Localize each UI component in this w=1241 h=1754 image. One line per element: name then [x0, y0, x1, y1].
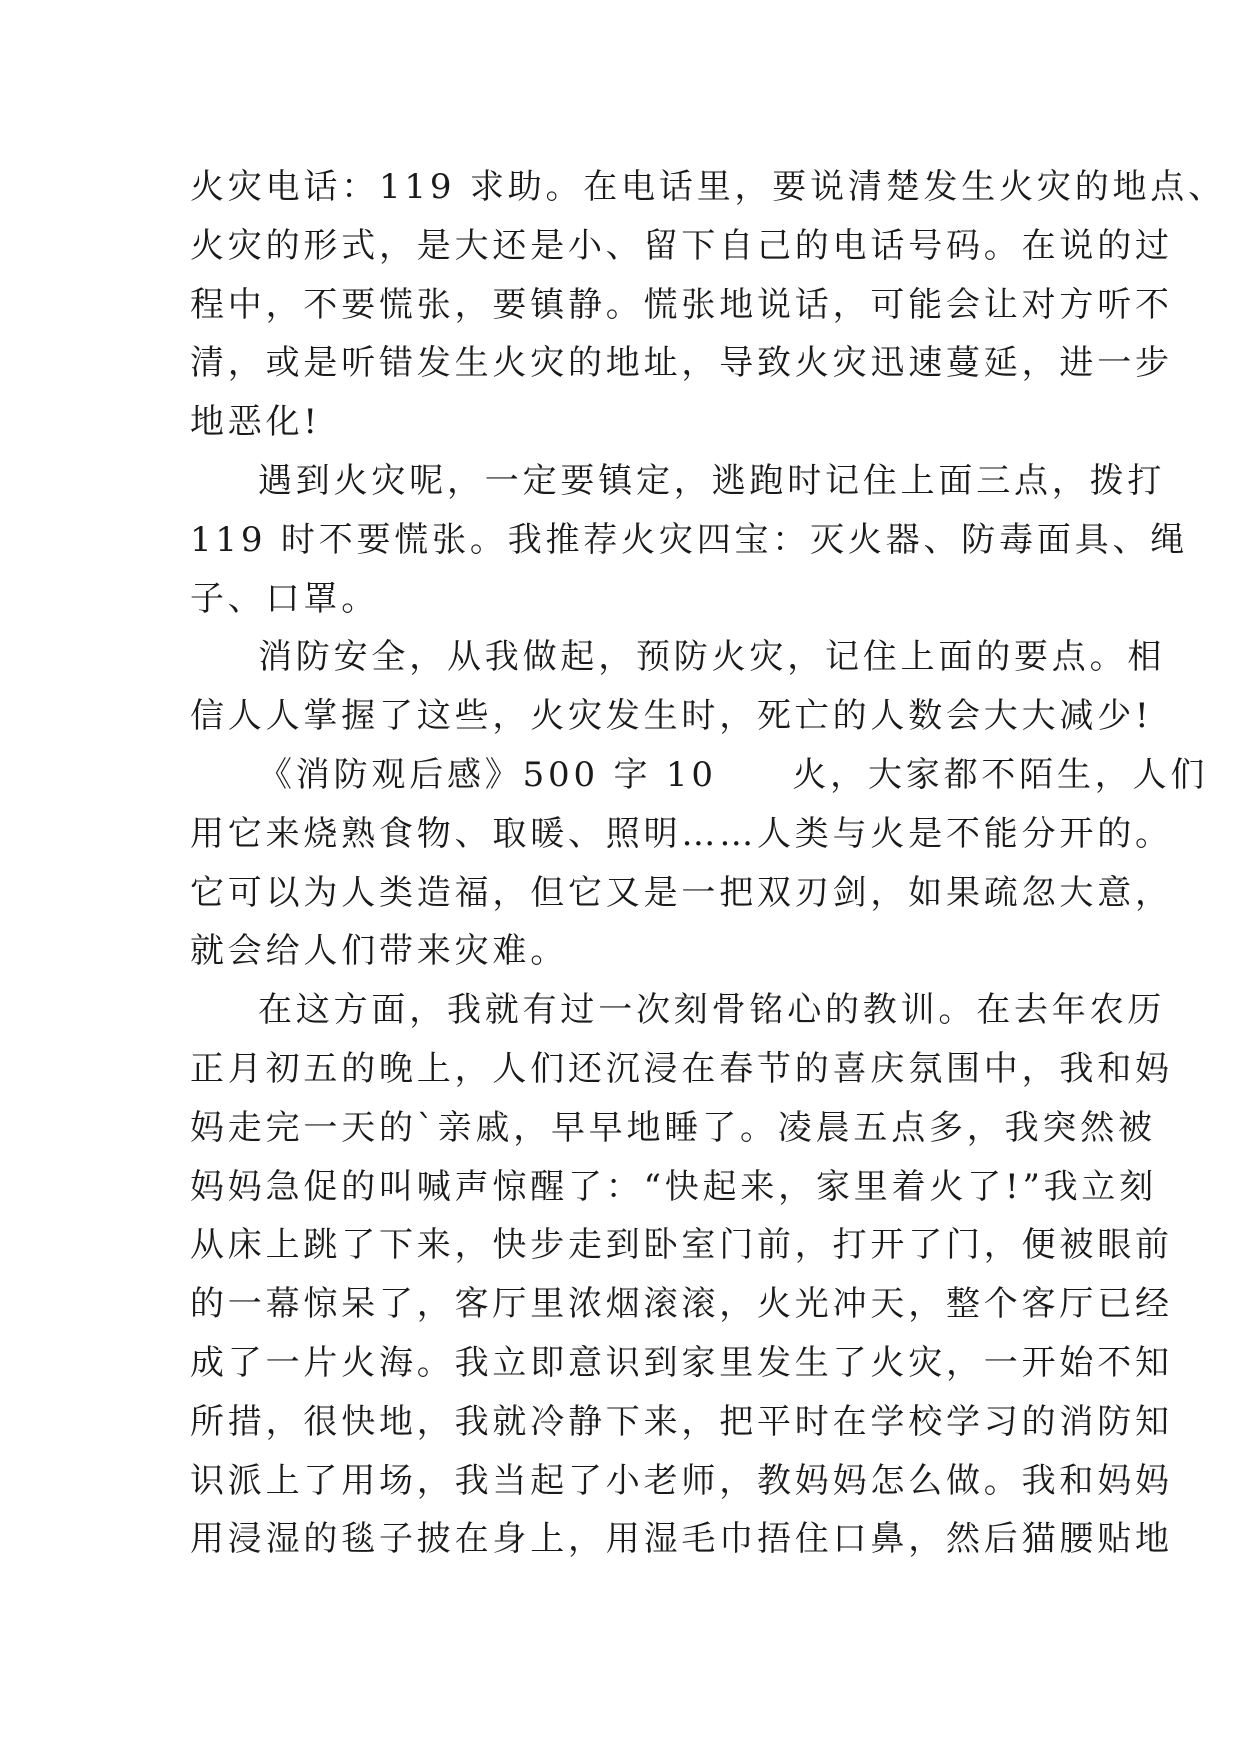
text-line: 用浸湿的毯子披在身上，用湿毛巾捂住口鼻，然后猫腰贴地	[190, 1519, 1173, 1560]
text-line: 从床上跳了下来，快步走到卧室门前，打开了门，便被眼前	[190, 1225, 1173, 1266]
text-line: 正月初五的晚上，人们还沉浸在春节的喜庆氛围中，我和妈	[190, 1048, 1173, 1089]
text-line: 火灾电话：119 求助。在电话里，要说清楚发生火灾的地点、	[190, 167, 1226, 207]
text-line: 地恶化!	[190, 402, 321, 443]
text-line: 火灾的形式，是大还是小、留下自己的电话号码。在说的过	[190, 225, 1173, 266]
text-line: 119 时不要慌张。我推荐火灾四宝：灭火器、防毒面具、绳	[190, 519, 1189, 560]
text-line: 识派上了用场，我当起了小老师，教妈妈怎么做。我和妈妈	[190, 1460, 1173, 1501]
text-line: 程中，不要慌张，要镇静。慌张地说话，可能会让对方听不	[190, 284, 1173, 325]
text-line: 的一幕惊呆了，客厅里浓烟滚滚，火光冲天，整个客厅已经	[190, 1284, 1173, 1325]
text-line: 它可以为人类造福，但它又是一把双刃剑，如果疏忽大意，	[190, 872, 1173, 913]
text-line: 所措，很快地，我就冷静下来，把平时在学校学习的消防知	[190, 1401, 1173, 1442]
document-text-body	[190, 158, 1226, 1569]
text-line: 在这方面，我就有过一次刻骨铭心的教训。在去年农历	[258, 990, 1166, 1031]
text-line: 就会给人们带来灾难。	[190, 931, 568, 972]
text-line: 清，或是听错发生火灾的地址，导致火灾迅速蔓延，进一步	[190, 343, 1173, 384]
text-line: 遇到火灾呢，一定要镇定，逃跑时记住上面三点，拨打	[258, 460, 1166, 501]
text-line: 《消防观后感》500 字 10 火，大家都不陌生，人们	[258, 754, 1209, 795]
text-line: 妈妈急促的叫喊声惊醒了：“快起来，家里着火了!”我立刻	[190, 1166, 1158, 1207]
text-line: 用它来烧熟食物、取暖、照明……人类与火是不能分开的。	[190, 813, 1173, 854]
text-line: 消防安全，从我做起，预防火灾，记住上面的要点。相	[258, 637, 1166, 678]
text-line: 子、口罩。	[190, 578, 379, 619]
text-line: 妈走完一天的`亲戚，早早地睡了。凌晨五点多，我突然被	[190, 1107, 1156, 1148]
text-line: 成了一片火海。我立即意识到家里发生了火灾，一开始不知	[190, 1342, 1173, 1383]
text-line: 信人人掌握了这些，火灾发生时，死亡的人数会大大减少!	[190, 696, 1153, 737]
